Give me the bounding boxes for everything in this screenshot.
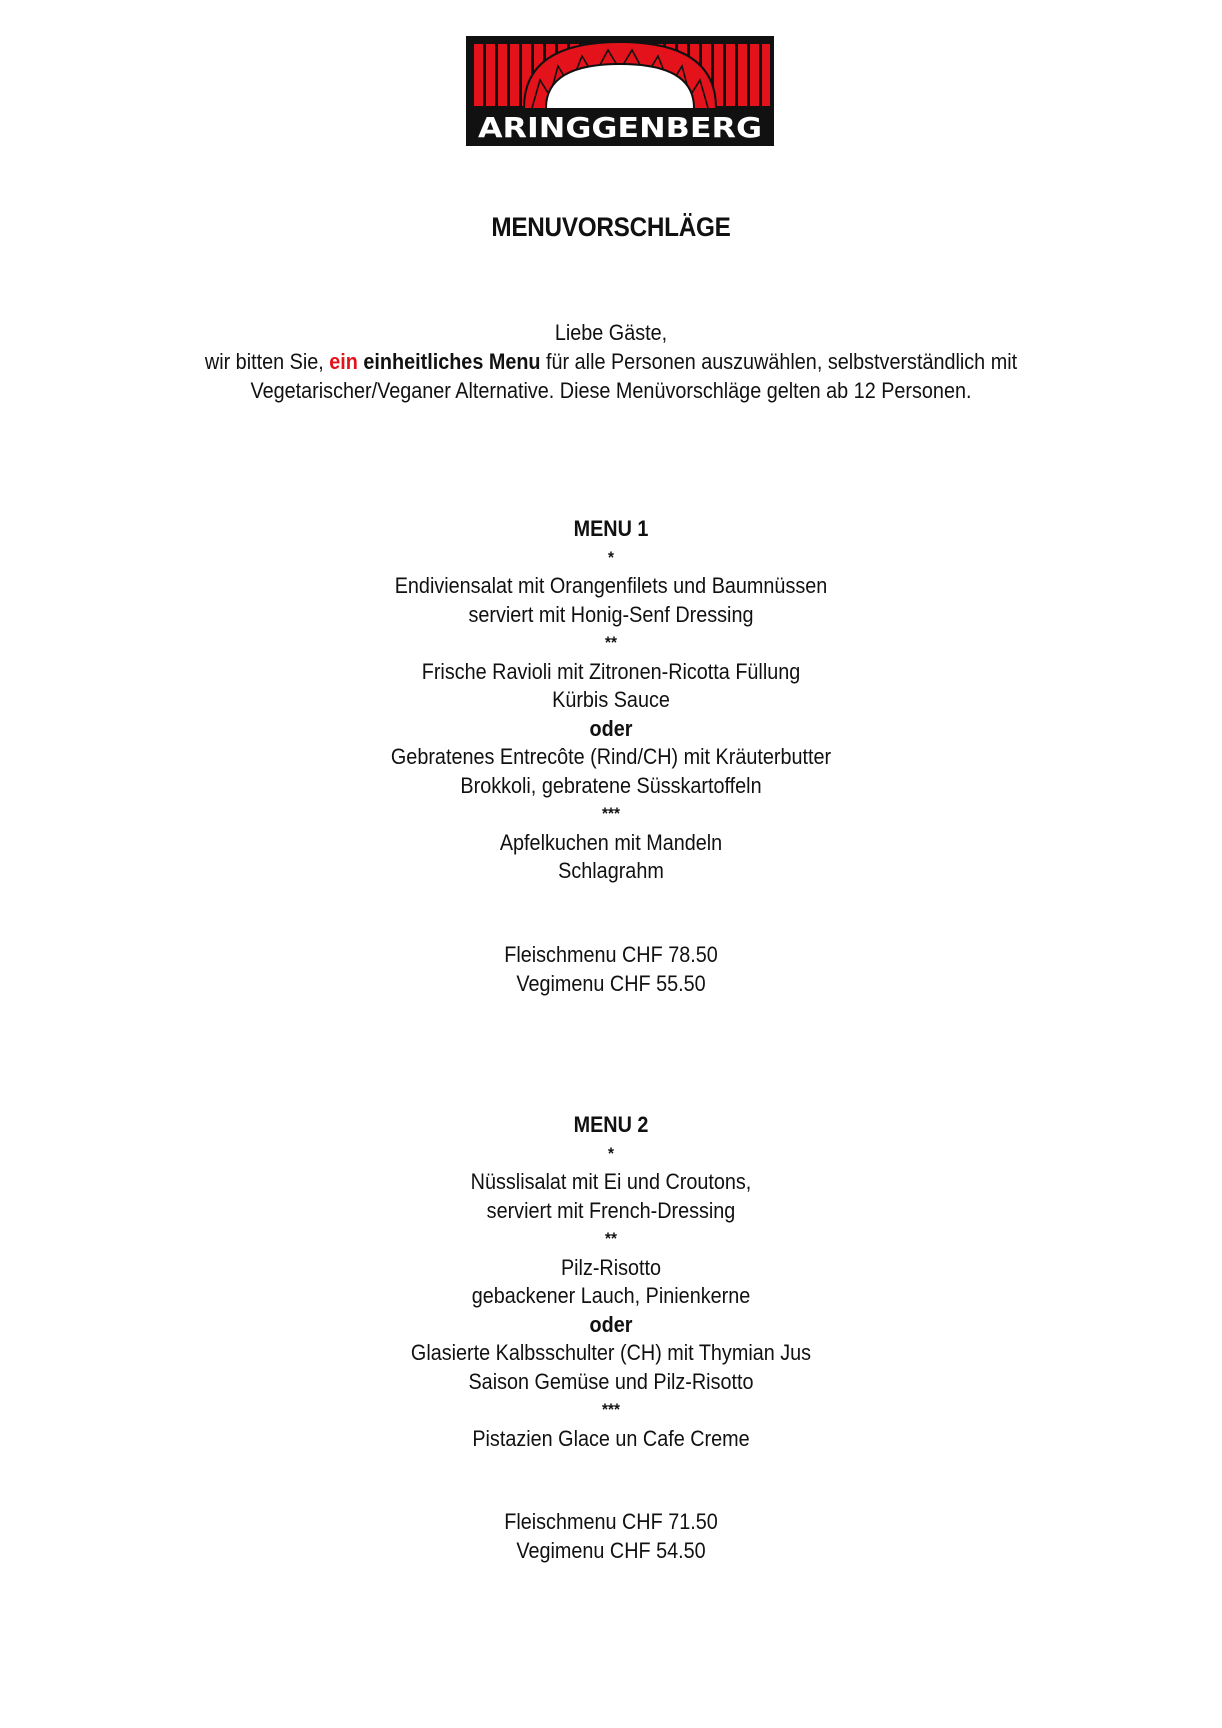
- menu-2-main-veg: Pilz-Risotto: [560, 1254, 662, 1280]
- menu-1-dessert: Apfelkuchen mit Mandeln: [499, 829, 723, 855]
- menu-2-heading: MENU 2: [573, 1112, 649, 1137]
- menu-1-starter: Endiviensalat mit Orangenfilets und Baumnüssen: [394, 573, 828, 598]
- menu-2-block: [0, 1111, 1222, 1453]
- intro-greeting: Liebe Gäste,: [554, 320, 668, 345]
- menu-2-main-meat: Glasierte Kalbsschulter (CH) mit Thymian Jus: [410, 1340, 812, 1365]
- menu-1-dessert-detail: Schlagrahm: [558, 858, 664, 883]
- course-separator: **: [605, 633, 617, 652]
- logo-wordmark: ARINGGENBERG: [478, 111, 762, 144]
- course-separator: ***: [602, 1400, 620, 1419]
- menu-1-main-meat-detail: Brokkoli, gebratene Süsskartoffeln: [460, 772, 762, 798]
- intro-request-line: [61, 347, 1161, 376]
- menu-1-prices: [0, 940, 1222, 998]
- menu-1-main-meat: Gebratenes Entrecôte (Rind/CH) mit Kräuterbutter: [390, 744, 832, 769]
- menu-2-or: oder: [589, 1311, 633, 1337]
- menu-2-main-meat-detail: Saison Gemüse und Pilz-Risotto: [468, 1368, 754, 1394]
- menu-1-starter-detail: serviert mit Honig-Senf Dressing: [468, 601, 754, 627]
- intro-emphasis-bold: einheitliches Menu: [363, 349, 541, 374]
- course-separator: ***: [602, 804, 620, 823]
- intro-request-start: wir bitten Sie,: [204, 349, 324, 374]
- restaurant-logo: [466, 36, 774, 146]
- menu-2-starter-detail: serviert mit French-Dressing: [486, 1197, 736, 1223]
- menu-1-or: oder: [589, 715, 633, 741]
- menu-1-heading: MENU 1: [573, 516, 649, 541]
- menu-2-dessert: Pistazien Glace un Cafe Creme: [472, 1425, 750, 1451]
- course-separator: **: [605, 1229, 617, 1248]
- menu-1-block: [0, 515, 1222, 886]
- menu-2-price-meat: Fleischmenu CHF 71.50: [504, 1509, 718, 1534]
- menu-2-price-veg: Vegimenu CHF 54.50: [516, 1538, 706, 1563]
- menu-1-price-veg: Vegimenu CHF 55.50: [516, 971, 706, 996]
- intro-note: Vegetarischer/Veganer Alternative. Diese Menüvorschläge gelten ab 12 Personen.: [250, 378, 972, 403]
- menu-1-price-meat: Fleischmenu CHF 78.50: [504, 942, 718, 967]
- page-title: MENUVORSCHLÄGE: [491, 212, 731, 242]
- menu-2-main-veg-detail: gebackener Lauch, Pinienkerne: [471, 1283, 751, 1308]
- course-separator: *: [608, 547, 614, 567]
- course-separator: *: [608, 1143, 614, 1163]
- intro-paragraph: [0, 318, 1222, 405]
- menu-1-main-veg-detail: Kürbis Sauce: [552, 687, 670, 712]
- intro-emphasis-red: ein: [329, 349, 358, 374]
- intro-request-end: für alle Personen auszuwählen, selbstverständlich mit: [546, 349, 1018, 374]
- logo-graphic: [466, 36, 774, 146]
- menu-2-prices: [0, 1507, 1222, 1565]
- menu-1-main-veg: Frische Ravioli mit Zitronen-Ricotta Füllung: [421, 658, 801, 684]
- menu-2-starter: Nüsslisalat mit Ei und Croutons,: [470, 1169, 752, 1194]
